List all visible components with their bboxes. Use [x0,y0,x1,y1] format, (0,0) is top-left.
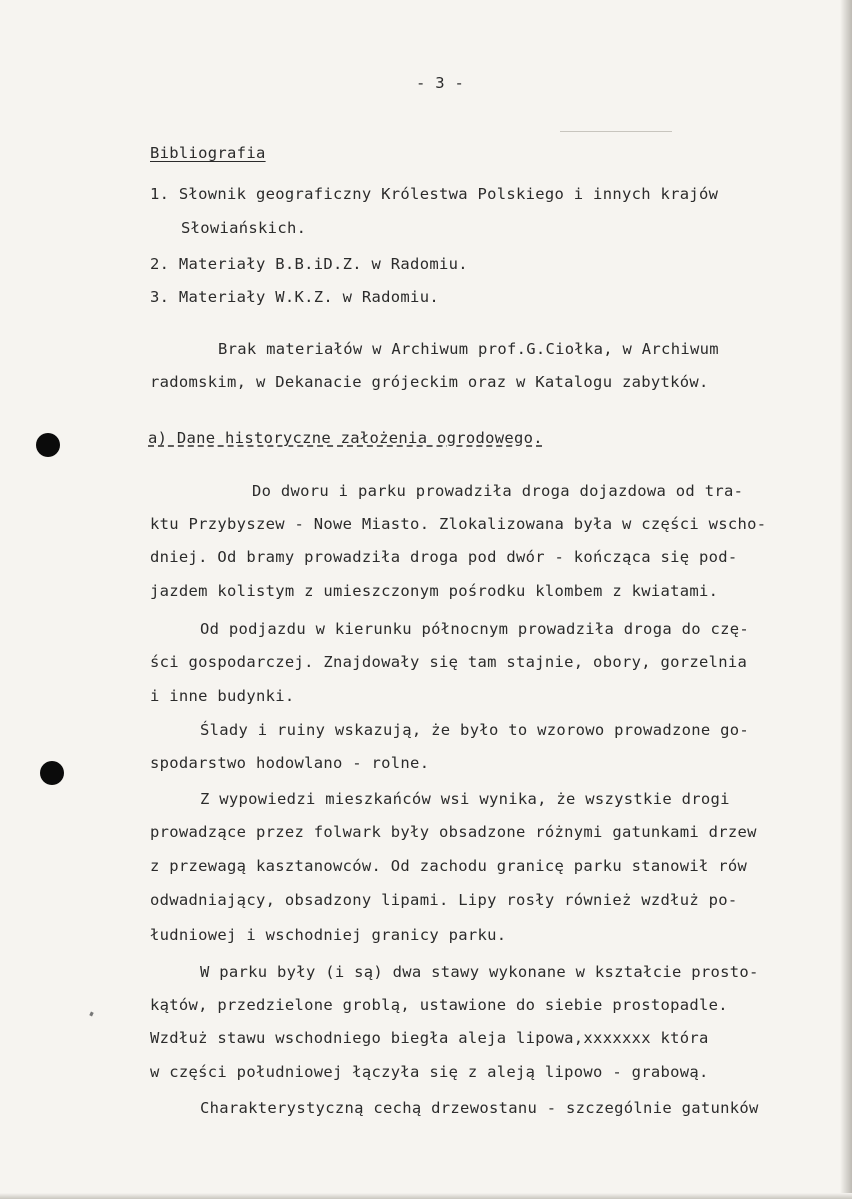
bibliography-item-1: 1. Słownik geograficzny Królestwa Polskiego i innych krajów [150,185,719,203]
body-line-16: kątów, przedzielone groblą, ustawione do siebie prostopadle. [150,996,728,1014]
note-line-2: radomskim, w Dekanacie grójeckim oraz w Katalogu zabytków. [150,373,709,391]
body-line-8: Ślady i ruiny wskazują, że było to wzorowo prowadzone go- [200,721,750,739]
body-line-9: spodarstwo hodowlano - rolne. [150,754,430,772]
punch-hole-top [36,433,60,457]
page-number: - 3 - [416,74,465,92]
body-line-11: prowadzące przez folwark były obsadzone różnymi gatunkami drzew [150,823,757,841]
bibliography-item-3: 3. Materiały W.K.Z. w Radomiu. [150,288,439,306]
body-line-13: odwadniający, obsadzony lipami. Lipy rosły również wzdłuż po- [150,891,738,909]
bibliography-item-2: 2. Materiały B.B.iD.Z. w Radomiu. [150,255,468,273]
body-line-15: W parku były (i są) dwa stawy wykonane w kształcie prosto- [200,963,759,981]
body-line-19: Charakterystyczną cechą drzewostanu - szczególnie gatunków [200,1099,759,1117]
faint-rule-line [560,131,672,132]
punch-hole-bottom [40,761,64,785]
body-line-2: ktu Przybyszew - Nowe Miasto. Zlokalizowana była w części wscho- [150,515,767,533]
stray-mark [89,1012,93,1017]
section-title: a) Dane historyczne założenia ogrodowego. [148,429,543,447]
body-line-3: dniej. Od bramy prowadziła droga pod dwór - kończąca się pod- [150,548,738,566]
body-line-5: Od podjazdu w kierunku północnym prowadziła droga do czę- [200,620,750,638]
body-line-7: i inne budynki. [150,687,295,705]
body-line-10: Z wypowiedzi mieszkańców wsi wynika, że wszystkie drogi [200,790,730,808]
note-line-1: Brak materiałów w Archiwum prof.G.Ciołka, w Archiwum [218,340,719,358]
heading-bibliografia: Bibliografia [150,144,266,162]
body-line-4: jazdem kolistym z umieszczonym pośrodku klombem z kwiatami. [150,582,719,600]
page-edge-shadow [840,0,852,1199]
body-line-1: Do dworu i parku prowadziła droga dojazdowa od tra- [252,482,744,500]
bibliography-item-1-cont: Słowiańskich. [181,219,307,237]
page-bottom-edge [0,1193,852,1199]
body-line-12: z przewagą kasztanowców. Od zachodu granicę parku stanowił rów [150,857,748,875]
body-line-6: ści gospodarczej. Znajdowały się tam stajnie, obory, gorzelnia [150,653,748,671]
body-line-14: łudniowej i wschodniej granicy parku. [150,926,507,944]
body-line-17: Wzdłuż stawu wschodniego biegła aleja lipowa,xxxxxxx która [150,1029,709,1047]
body-line-18: w części południowej łączyła się z aleją lipowo - grabową. [150,1063,709,1081]
